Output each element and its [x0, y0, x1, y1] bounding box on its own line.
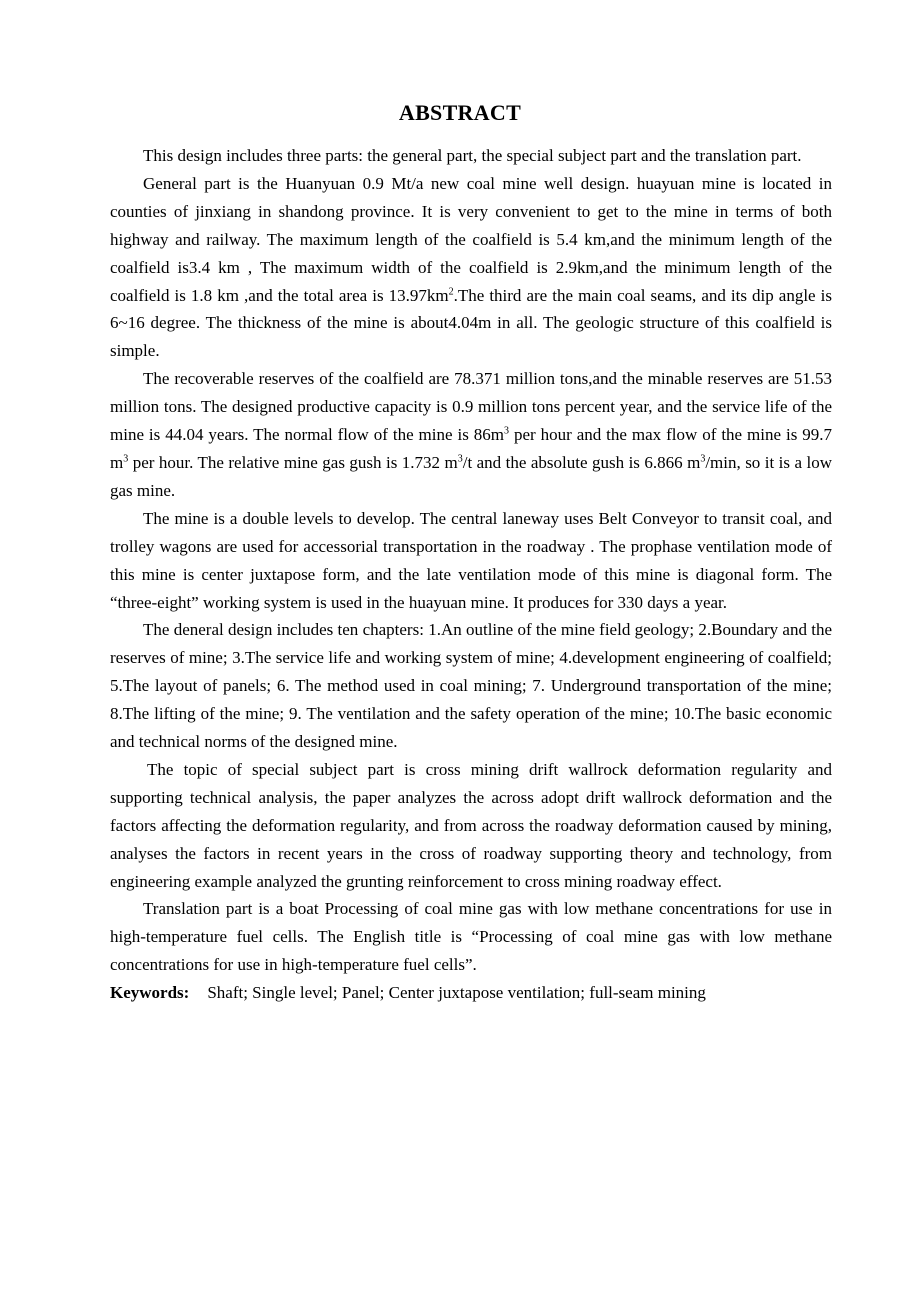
- abstract-title: ABSTRACT: [398, 100, 522, 125]
- text-segment: General part is the Huanyuan 0.9 Mt/a new coal mine well design. huayuan mine is located in counties of jinxiang in shandong province. It is very convenient to get to the mine in terms of both highway and railway. The maximum length of the coalfield is 5.4 km,and the minimum length of the coalfield is3.4 km , The maximum width of the coalfield is 2.9km,and the minimum length of the coalfield is 1.8 km ,and the total area is 13.97km: [110, 173, 832, 305]
- superscript: 2: [448, 285, 454, 297]
- text-segment: The recoverable reserves of the coalfield are 78.371 million tons,and the minable reserves are 51.53 million tons. The designed productive capacity is 0.9 million tons percent year, and the service life of the mine is 44.04 years. The normal flow of the mine is 86m: [110, 369, 832, 445]
- text-segment: /t and the absolute gush is 6.866 m: [462, 452, 701, 472]
- superscript: 3: [700, 453, 706, 465]
- paragraph-reserves: [110, 365, 832, 505]
- superscript: 3: [457, 453, 463, 465]
- text-segment: per hour and the max flow of the mine is 99.7 m: [110, 425, 832, 472]
- paragraph-chapters: The deneral design includes ten chapters: 1.An outline of the mine field geology; 2.Boundary and the reserves of mine; 3.The service life and working system of mine; 4.development engineering of coalfield; 5.The layout of panels; 6. The method used in coal mining; 7. Underground transportation of the mine; 8.The lifting of the mine; 9. The ventilation and the safety operation of the mine; 10.The basic economic and technical norms of the designed mine.: [110, 620, 832, 752]
- keywords-line: [110, 979, 832, 1007]
- superscript: 3: [123, 453, 129, 465]
- text-segment: /min, so it is a low gas mine.: [110, 452, 832, 500]
- paragraph-special-subject: The topic of special subject part is cross mining drift wallrock deformation regularity and supporting technical analysis, the paper analyzes the across adopt drift wallrock deformation and the factors affecting the deformation regularity, and from across the roadway deformation caused by mining, analyses the factors in recent years in the cross of roadway supporting theory and technology, from engineering example analyzed the grunting reinforcement to cross mining roadway effect.: [110, 759, 832, 891]
- paragraph-development: The mine is a double levels to develop. The central laneway uses Belt Conveyor to transit coal, and trolley wagons are used for accessorial transportation in the roadway . The prophase ventilation mode of this mine is center juxtapose form, and the late ventilation mode of this mine is diagonal form. The “three-eight” working system is used in the huayuan mine. It produces for 330 days a year.: [110, 508, 832, 612]
- paragraph-intro: This design includes three parts: the general part, the special subject part and the translation part.: [143, 146, 802, 165]
- text-segment: per hour. The relative mine gas gush is 1.732 m: [128, 452, 458, 472]
- paragraph-general-part: [110, 170, 832, 365]
- abstract-body: [110, 142, 832, 1007]
- keywords-label: Keywords:: [110, 983, 190, 1003]
- paragraph-translation: Translation part is a boat Processing of coal mine gas with low methane concentrations for use in high-temperature fuel cells. The English title is “Processing of coal mine gas with low methane concentrations for use in high-temperature fuel cells”.: [110, 899, 832, 975]
- text-segment: .The third are the main coal seams, and its dip angle is 6~16 degree. The thickness of the mine is about4.04m in all. The geologic structure of this coalfield is simple.: [110, 285, 832, 361]
- keywords-list: Shaft; Single level; Panel; Center juxtapose ventilation; full-seam mining: [207, 983, 706, 1003]
- superscript: 3: [504, 425, 509, 437]
